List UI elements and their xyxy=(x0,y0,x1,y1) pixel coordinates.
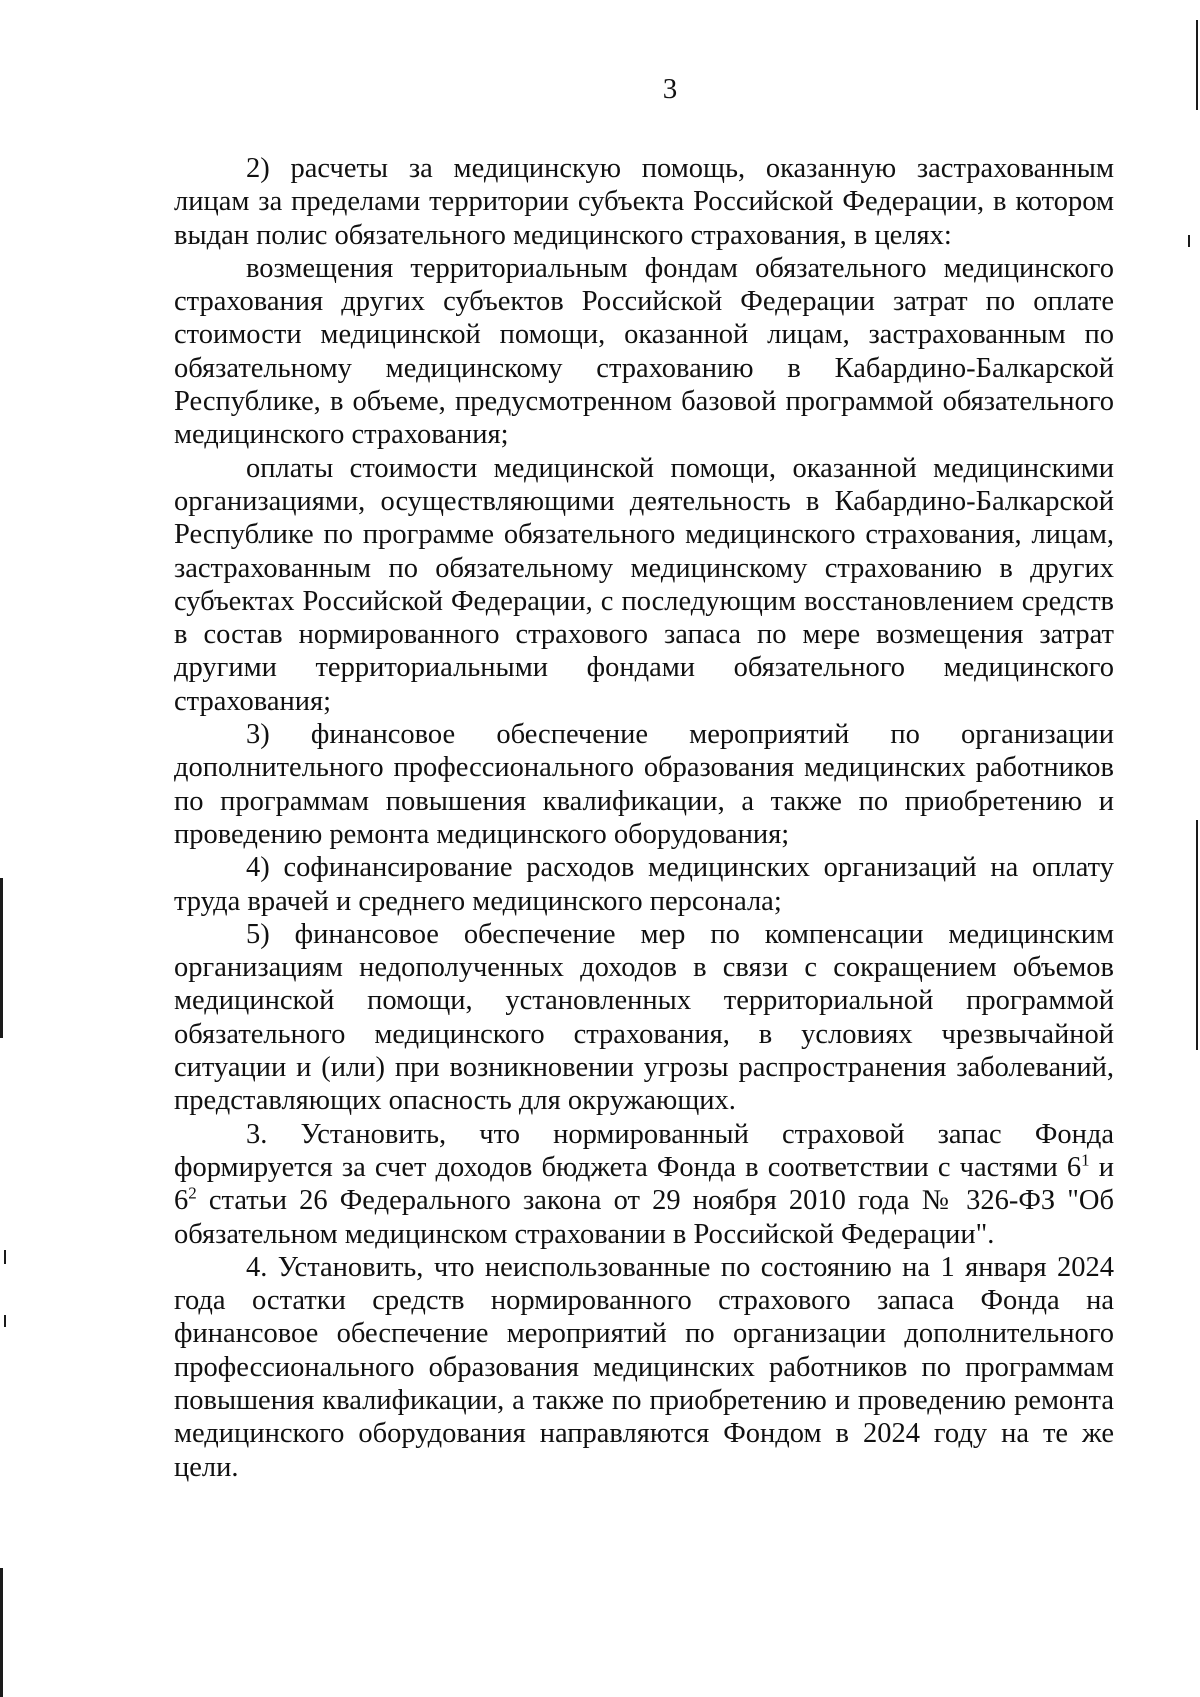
paragraph-clause-3 xyxy=(174,1118,1114,1251)
paragraph-education-funding: 3) финансовое обеспечение мероприятий по организации дополнительного профессионального образования медицинских работников по программам повышения квалификации, а также по приобретению и проведению ремонта медицинского оборудования; xyxy=(174,719,1114,850)
paragraph-clause-4: 4. Установить, что неиспользованные по состоянию на 1 января 2024 года остатки средств нормированного страхового запаса Фонда на финансовое обеспечение мероприятий по организации дополнительного профессионального образования медицинских работников по программам повышения квалификации, а также по приобретению и проведению ремонта медицинского оборудования направляются Фондом в 2024 году на те же цели. xyxy=(174,1251,1114,1483)
scan-edge-mark xyxy=(1196,20,1198,110)
paragraph-cofinancing: 4) софинансирование расходов медицинских организаций на оплату труда врачей и среднего медицинского персонала; xyxy=(174,852,1114,917)
scan-edge-mark xyxy=(4,1315,6,1327)
scan-edge-mark xyxy=(4,1250,6,1264)
paragraph-payment: оплаты стоимости медицинской помощи, оказанной медицинскими организациями, осуществляющими деятельность в Кабардино-Балкарской Республике по программе обязательного медицинского страхования, лицам, застрахованным по обязательному медицинскому страхованию в других субъектах Российской Федерации, с последующим восстановлением средств в состав нормированного страхового запаса по мере возмещения затрат другими территориальными фондами обязательного медицинского страхования; xyxy=(174,452,1114,717)
clause-3-text-a: 3. Установить, что нормированный страховой запас Фонда формируется за счет доходов бюджета Фонда в соответствии с частями 6 xyxy=(174,1118,1114,1183)
superscript-2: 2 xyxy=(188,1183,197,1203)
scan-edge-mark xyxy=(1196,820,1198,1050)
clause-3-text-c: статьи 26 Федерального закона от 29 ноября 2010 года № 326-ФЗ "Об обязательном медицинском страховании в Российской Федерации". xyxy=(174,1185,1114,1250)
document-body xyxy=(174,152,1114,1484)
superscript-1: 1 xyxy=(1081,1150,1090,1170)
page-number: 3 xyxy=(662,73,678,105)
paragraph-compensation: 5) финансовое обеспечение мер по компенсации медицинским организациям недополученных доходов в связи с сокращением объемов медицинской помощи, установленных территориальной программой обязательного медицинского страхования, в условиях чрезвычайной ситуации и (или) при возникновении угрозы распространения заболеваний, представляющих опасность для окружающих. xyxy=(174,918,1114,1117)
paragraph-reimbursement: возмещения территориальным фондам обязательного медицинского страхования других субъектов Российской Федерации затрат по оплате стоимости медицинской помощи, оказанной лицам, застрахованным по обязательному медицинскому страхованию в Кабардино-Балкарской Республике, в объеме, предусмотренном базовой программой обязательного медицинского страхования; xyxy=(174,252,1114,451)
scan-edge-mark xyxy=(0,878,3,1038)
scan-edge-mark xyxy=(0,1568,3,1697)
clause-3-text-b: и 6 xyxy=(174,1151,1114,1217)
paragraph-settlements: 2) расчеты за медицинскую помощь, оказанную застрахованным лицам за пределами территории субъекта Российской Федерации, в котором выдан полис обязательного медицинского страхования, в целях: xyxy=(174,153,1114,251)
scan-edge-mark xyxy=(1188,235,1190,247)
